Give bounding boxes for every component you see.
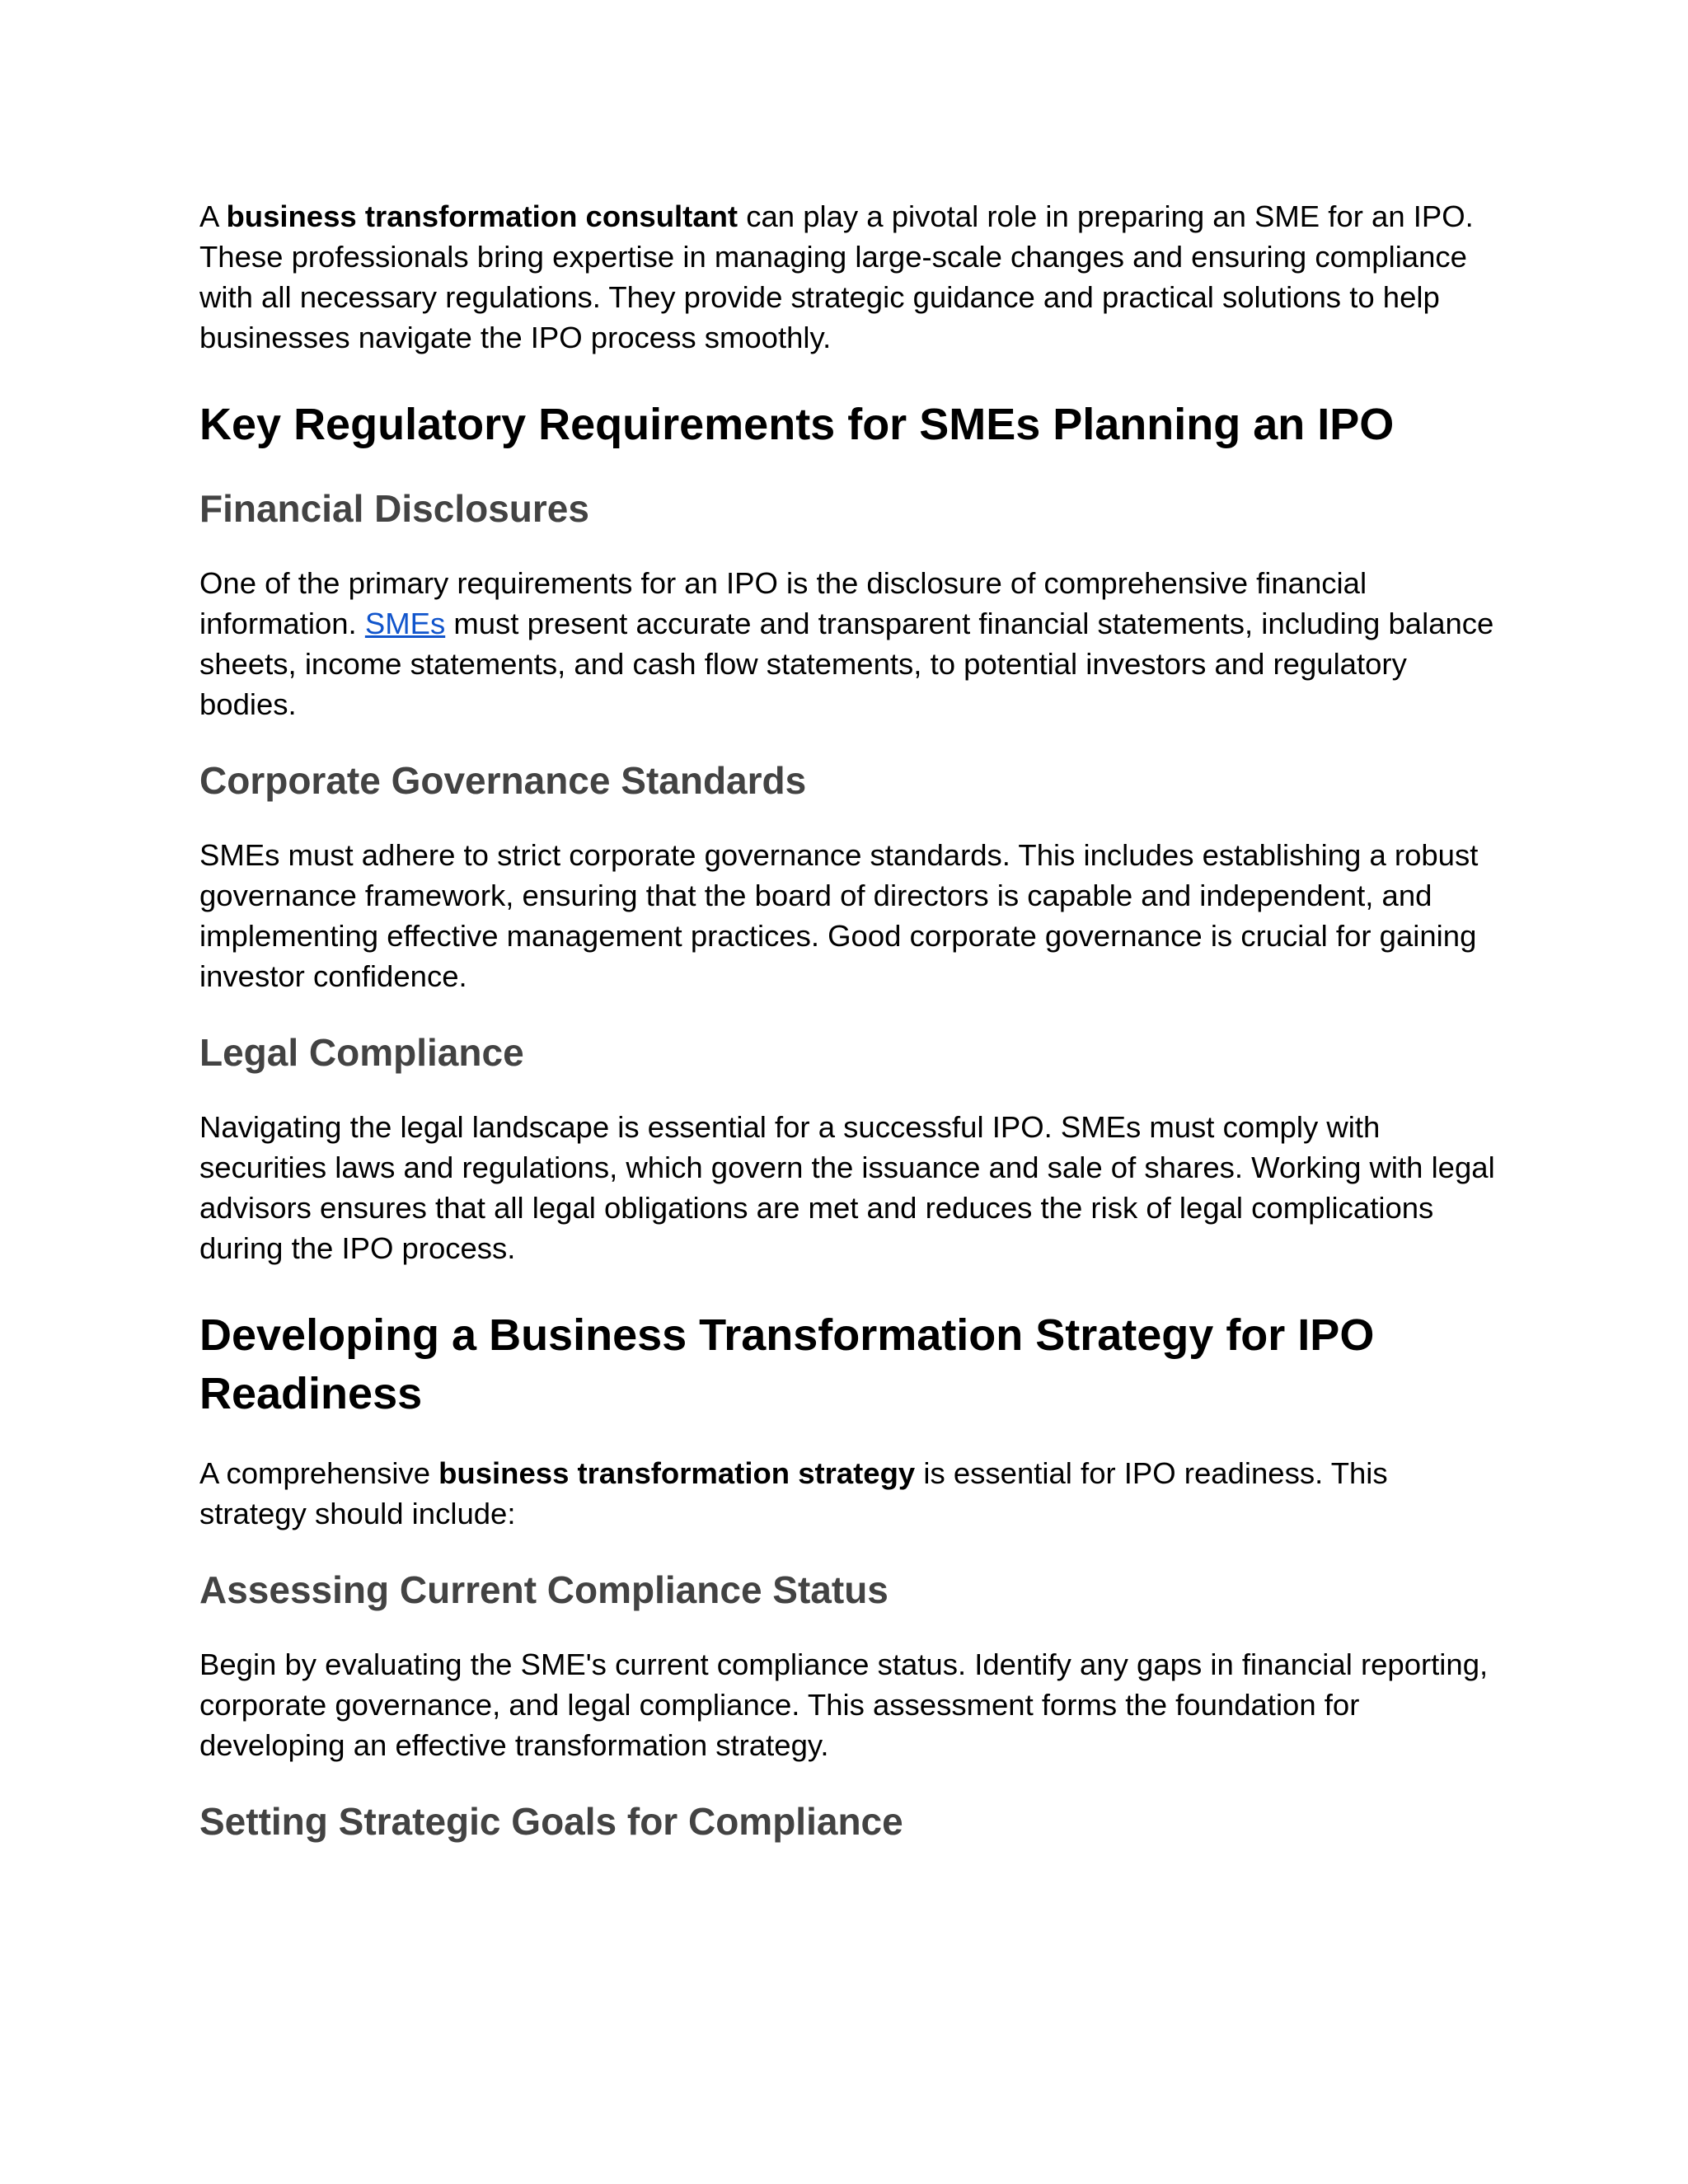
financial-text-post: must present accurate and transparent financial statements, including balance sheets, income statements, and cash flow statements, to potential investors and regulatory bodies. [199, 607, 1494, 721]
intro-text-post: can play a pivotal role in preparing an SME for an IPO. These professionals bring expertise in managing large-scale changes and ensuring compliance with all necessary regulations. They provide strategic guidance and practical solutions to help businesses navigate the IPO process smoothly. [199, 199, 1474, 354]
intro-text-pre: A [199, 199, 227, 233]
heading-key-regulatory-requirements: Key Regulatory Requirements for SMEs Planning an IPO [199, 400, 1395, 449]
heading-corporate-governance-standards: Corporate Governance Standards [199, 759, 807, 802]
intro-bold-term: business transformation consultant [226, 199, 738, 233]
legal-compliance-paragraph: Navigating the legal landscape is essential for a successful IPO. SMEs must comply with securities laws and regulations, which govern the issuance and sale of shares. Working with legal advisors ensures that all legal obligations are met and reduces the risk of legal complications during the IPO process. [199, 1110, 1495, 1265]
transformation-strategy-paragraph [199, 1453, 1502, 1534]
assessing-compliance-paragraph: Begin by evaluating the SME's current compliance status. Identify any gaps in financial reporting, corporate governance, and legal compliance. This assessment forms the foundation for developing an effective transformation strategy. [199, 1647, 1489, 1762]
heading-assessing-compliance-status: Assessing Current Compliance Status [199, 1568, 889, 1611]
heading-legal-compliance: Legal Compliance [199, 1031, 524, 1074]
financial-text-pre: One of the primary requirements for an IPO is the disclosure of comprehensive financial information. [199, 566, 1367, 640]
strategy-text-post: is essential for IPO readiness. This strategy should include: [199, 1456, 1388, 1530]
heading-developing-transformation-strategy: Developing a Business Transformation Strategy for IPO Readiness [199, 1310, 1375, 1418]
strategy-text-pre: A comprehensive [199, 1456, 439, 1490]
financial-disclosures-paragraph [199, 563, 1502, 724]
heading-financial-disclosures: Financial Disclosures [199, 487, 589, 530]
smes-link[interactable]: SMEs [364, 607, 446, 640]
corporate-governance-paragraph: SMEs must adhere to strict corporate governance standards. This includes establishing a robust governance framework, ensuring that the board of directors is capable and independent, and implementing effective management practices. Good corporate governance is crucial for gaining investor confidence. [199, 838, 1479, 993]
intro-paragraph [199, 196, 1502, 358]
document-body [199, 196, 1502, 1844]
strategy-bold-term: business transformation strategy [438, 1456, 916, 1490]
heading-setting-strategic-goals: Setting Strategic Goals for Compliance [199, 1800, 903, 1843]
